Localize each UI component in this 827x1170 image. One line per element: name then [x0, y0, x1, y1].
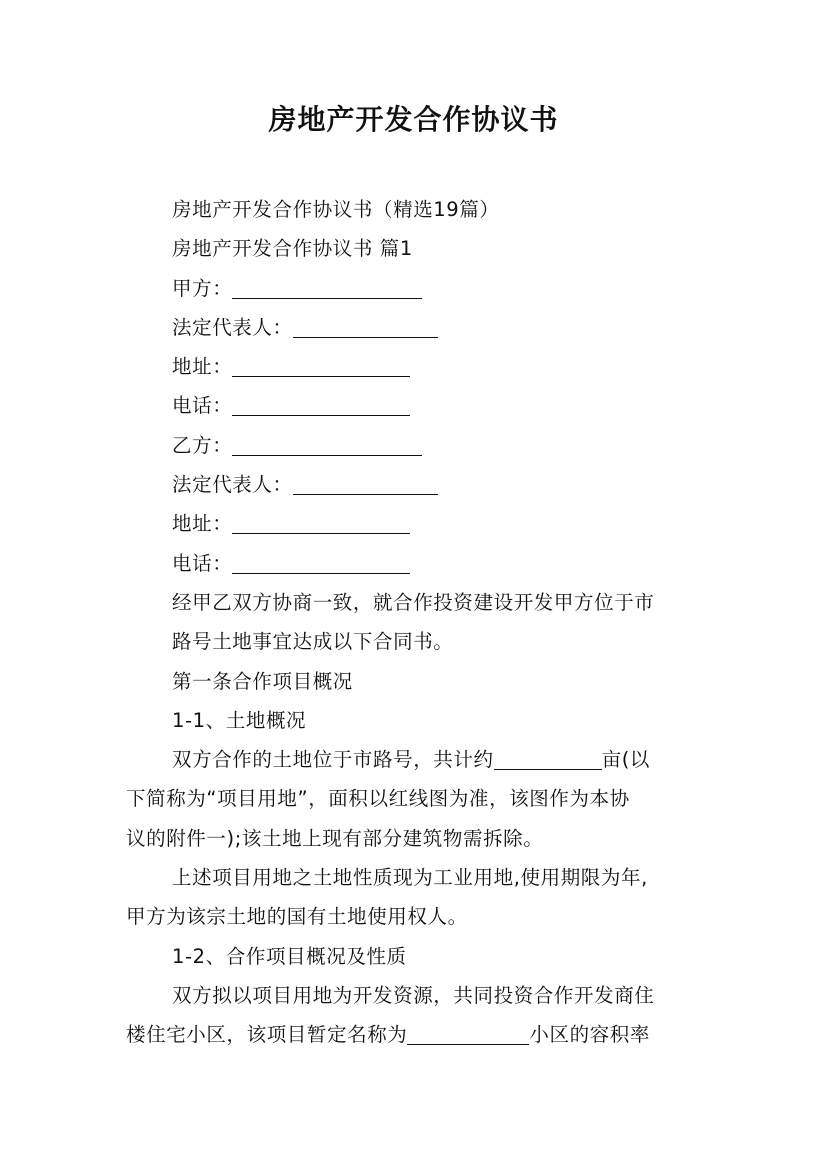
party-a-blank: [232, 276, 422, 299]
party-a-phone-label: 电话：: [172, 394, 233, 418]
project-text-a: 楼住宅小区，该项目暂定名称为: [126, 1023, 408, 1047]
party-a-rep-blank: [293, 315, 438, 338]
subtitle-line: 房地产开发合作协议书（精选19篇）: [172, 198, 500, 221]
intro-line-1: 经甲乙双方协商一致，就合作投资建设开发甲方位于市: [172, 590, 655, 614]
party-a-rep-line: [126, 308, 706, 347]
party-b-phone-blank: [232, 551, 410, 574]
land-paragraph-line-2: 下简称为“项目用地”，面积以红线图为准，该图作为本协: [126, 787, 630, 811]
party-b-address-line: [126, 504, 706, 543]
party-b-address-label: 地址：: [172, 512, 233, 536]
project-name-blank: [407, 1022, 529, 1045]
party-b-label: 乙方：: [172, 433, 233, 457]
party-b-rep-line: [126, 465, 706, 504]
party-b-rep-blank: [293, 472, 438, 495]
party-b-rep-label: 法定代表人：: [172, 473, 293, 497]
clause-1-1-heading: 1-1、土地概况: [172, 708, 307, 732]
project-paragraph-line-1: 双方拟以项目用地为开发资源，共同投资合作开发商住: [172, 983, 655, 1007]
party-a-phone-line: [126, 386, 706, 425]
party-b-phone-line: [126, 544, 706, 583]
use-paragraph-line-2: 甲方为该宗土地的国有土地使用权人。: [126, 905, 468, 929]
clause-1-2-heading: 1-2、合作项目概况及性质: [172, 944, 407, 968]
document-title: 房地产开发合作协议书: [268, 103, 559, 136]
project-paragraph-line-2: [126, 1015, 706, 1054]
party-b-phone-label: 电话：: [172, 551, 233, 575]
party-b-blank: [232, 433, 422, 456]
section-heading: 房地产开发合作协议书 篇1: [172, 237, 413, 261]
party-a-label: 甲方：: [172, 276, 233, 300]
project-text-b: 小区的容积率: [529, 1023, 651, 1047]
land-text-b: 亩(以: [601, 748, 651, 772]
land-paragraph-line-1: [126, 740, 706, 779]
use-paragraph-line-1: 上述项目用地之土地性质现为工业用地,使用期限为年,: [172, 866, 648, 890]
party-a-address-blank: [232, 354, 410, 377]
party-b-line: [126, 426, 706, 465]
land-paragraph-line-3: 议的附件一);该土地上现有部分建筑物需拆除。: [126, 826, 544, 850]
party-a-rep-label: 法定代表人：: [172, 315, 293, 339]
party-a-address-line: [126, 347, 706, 386]
party-a-phone-blank: [232, 393, 410, 416]
article-1-heading: 第一条合作项目概况: [172, 669, 353, 693]
party-a-address-label: 地址：: [172, 355, 233, 379]
document-body: [126, 190, 706, 1055]
party-b-address-blank: [232, 511, 410, 534]
land-area-blank: [494, 747, 602, 770]
intro-line-2: 路号土地事宜达成以下合同书。: [172, 630, 454, 654]
party-a-line: [126, 269, 706, 308]
land-text-a: 双方合作的土地位于市路号，共计约: [172, 748, 494, 772]
